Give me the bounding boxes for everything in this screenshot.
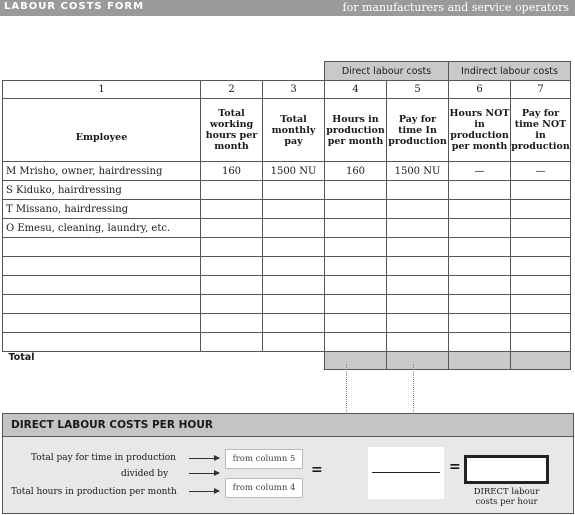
cell-hours-in-production[interactable] (325, 181, 387, 200)
arrow-right-icon (189, 473, 219, 474)
cell-hours-not-in-production[interactable] (449, 238, 511, 257)
header-hours-in-production: Hours in production per month (325, 99, 387, 162)
cell-pay-in-production[interactable]: 1500 NU (387, 162, 449, 181)
table-row (3, 257, 571, 276)
table-row (3, 295, 571, 314)
result-label-line2: costs per hour (475, 497, 538, 507)
column-number: 6 (449, 81, 511, 99)
arrow-right-icon (189, 458, 219, 459)
table-row (3, 333, 571, 352)
cell-hours-not-in-production[interactable] (449, 276, 511, 295)
cell-total-working-hours[interactable] (201, 257, 263, 276)
header-total-monthly-pay: Total monthly pay (263, 99, 325, 162)
total-cell-empty (201, 352, 263, 370)
cell-total-monthly-pay[interactable] (263, 238, 325, 257)
cell-hours-not-in-production[interactable] (449, 200, 511, 219)
total-pay-in-production[interactable] (387, 352, 449, 370)
cell-total-monthly-pay[interactable] (263, 333, 325, 352)
form-subtitle: for manufacturers and service operators (342, 1, 569, 14)
cell-total-working-hours[interactable] (201, 276, 263, 295)
cell-employee[interactable]: T Missano, hairdressing (3, 200, 201, 219)
cell-employee[interactable] (3, 314, 201, 333)
table-row (3, 276, 571, 295)
cell-total-monthly-pay[interactable] (263, 314, 325, 333)
cell-employee[interactable] (3, 295, 201, 314)
cell-total-monthly-pay[interactable] (263, 295, 325, 314)
fraction-box[interactable] (368, 447, 444, 499)
cell-hours-not-in-production[interactable] (449, 295, 511, 314)
cell-hours-not-in-production[interactable]: — (449, 162, 511, 181)
cell-total-working-hours[interactable] (201, 295, 263, 314)
cell-hours-not-in-production[interactable] (449, 314, 511, 333)
total-pay-not-in-production[interactable] (511, 352, 571, 370)
denominator-label: Total hours in production per month (11, 487, 177, 497)
total-hours-in-production[interactable] (325, 352, 387, 370)
from-column-4-field[interactable]: from column 4 (225, 478, 303, 498)
table-row (3, 219, 571, 238)
cell-total-monthly-pay[interactable] (263, 257, 325, 276)
cell-hours-not-in-production[interactable] (449, 219, 511, 238)
cell-hours-not-in-production[interactable] (449, 181, 511, 200)
cell-employee[interactable] (3, 257, 201, 276)
form-title: LABOUR COSTS FORM (4, 1, 145, 12)
cell-pay-not-in-production[interactable] (511, 257, 571, 276)
from-column-5-field[interactable]: from column 5 (225, 449, 303, 469)
arrow-right-icon (189, 491, 219, 492)
table-body (3, 162, 571, 352)
table-row (3, 314, 571, 333)
cell-pay-not-in-production[interactable] (511, 238, 571, 257)
group-indirect-labour: Indirect labour costs (449, 62, 571, 81)
group-spacer (3, 62, 325, 81)
cell-total-monthly-pay[interactable]: 1500 NU (263, 162, 325, 181)
total-hours-not-in-production[interactable] (449, 352, 511, 370)
group-direct-labour: Direct labour costs (325, 62, 449, 81)
total-label: Total (8, 352, 35, 363)
direct-labour-per-hour-title: DIRECT LABOUR COSTS PER HOUR (11, 419, 213, 431)
total-cell-empty (263, 352, 325, 370)
header-total-working-hours: Total working hours per month (201, 99, 263, 162)
cell-hours-in-production[interactable] (325, 219, 387, 238)
cell-total-monthly-pay[interactable] (263, 200, 325, 219)
column-number: 4 (325, 81, 387, 99)
cell-hours-in-production[interactable] (325, 276, 387, 295)
cell-pay-in-production[interactable] (387, 219, 449, 238)
cell-pay-in-production[interactable] (387, 181, 449, 200)
cell-employee[interactable]: S Kiduko, hairdressing (3, 181, 201, 200)
cell-total-working-hours[interactable] (201, 314, 263, 333)
cell-pay-not-in-production[interactable] (511, 200, 571, 219)
cell-pay-not-in-production[interactable] (511, 181, 571, 200)
cell-pay-not-in-production[interactable] (511, 276, 571, 295)
cell-hours-in-production[interactable] (325, 314, 387, 333)
result-label (464, 487, 549, 507)
cell-pay-not-in-production[interactable]: — (511, 162, 571, 181)
header-pay-not-in-production: Pay for time NOT in production (511, 99, 571, 162)
cell-hours-not-in-production[interactable] (449, 257, 511, 276)
column-number: 3 (263, 81, 325, 99)
cell-total-working-hours[interactable] (201, 333, 263, 352)
column-number: 2 (201, 81, 263, 99)
equals-sign-result: = (449, 459, 461, 475)
cell-hours-in-production[interactable] (325, 238, 387, 257)
column-number: 5 (387, 81, 449, 99)
cell-employee[interactable]: O Emesu, cleaning, laundry, etc. (3, 219, 201, 238)
total-row (3, 352, 571, 370)
group-header-row (3, 62, 571, 81)
cell-hours-in-production[interactable] (325, 257, 387, 276)
numerator-label: Total pay for time in production (31, 453, 176, 463)
cell-pay-in-production[interactable] (387, 257, 449, 276)
column-header-row (3, 99, 571, 162)
cell-pay-in-production[interactable] (387, 333, 449, 352)
result-label-line1: DIRECT labour (473, 487, 540, 497)
cell-pay-not-in-production[interactable] (511, 219, 571, 238)
cell-total-monthly-pay[interactable] (263, 219, 325, 238)
cell-total-monthly-pay[interactable] (263, 181, 325, 200)
cell-employee[interactable] (3, 276, 201, 295)
cell-total-working-hours[interactable] (201, 200, 263, 219)
cell-pay-in-production[interactable] (387, 200, 449, 219)
cell-pay-not-in-production[interactable] (511, 333, 571, 352)
column-number: 1 (3, 81, 201, 99)
cell-total-working-hours[interactable] (201, 219, 263, 238)
cell-hours-not-in-production[interactable] (449, 333, 511, 352)
direct-labour-per-hour-box (2, 413, 574, 514)
cell-pay-in-production[interactable] (387, 238, 449, 257)
direct-labour-per-hour-header (3, 414, 573, 437)
cell-employee[interactable]: M Mrisho, owner, hairdressing (3, 162, 201, 181)
form-header-bar (0, 0, 575, 16)
table-row (3, 238, 571, 257)
table-row (3, 162, 571, 181)
cell-pay-in-production[interactable] (387, 314, 449, 333)
header-employee: Employee (3, 99, 201, 162)
cell-employee[interactable] (3, 333, 201, 352)
fraction-line (372, 472, 440, 473)
table-row (3, 181, 571, 200)
direct-labour-cost-result-field[interactable] (464, 455, 549, 484)
header-hours-not-in-production: Hours NOT in production per month (449, 99, 511, 162)
equals-sign: = (311, 462, 323, 478)
cell-total-working-hours[interactable] (201, 238, 263, 257)
cell-total-working-hours[interactable]: 160 (201, 162, 263, 181)
header-pay-in-production: Pay for time In production (387, 99, 449, 162)
labour-costs-table (2, 61, 571, 370)
cell-hours-in-production[interactable] (325, 295, 387, 314)
table-row (3, 200, 571, 219)
cell-pay-not-in-production[interactable] (511, 295, 571, 314)
column-number: 7 (511, 81, 571, 99)
cell-hours-in-production[interactable] (325, 200, 387, 219)
cell-pay-not-in-production[interactable] (511, 314, 571, 333)
cell-total-working-hours[interactable] (201, 181, 263, 200)
column-number-row (3, 81, 571, 99)
cell-employee[interactable] (3, 238, 201, 257)
cell-hours-in-production[interactable]: 160 (325, 162, 387, 181)
cell-total-monthly-pay[interactable] (263, 276, 325, 295)
divided-by-label: divided by (121, 469, 169, 479)
cell-hours-in-production[interactable] (325, 333, 387, 352)
cell-pay-in-production[interactable] (387, 276, 449, 295)
cell-pay-in-production[interactable] (387, 295, 449, 314)
